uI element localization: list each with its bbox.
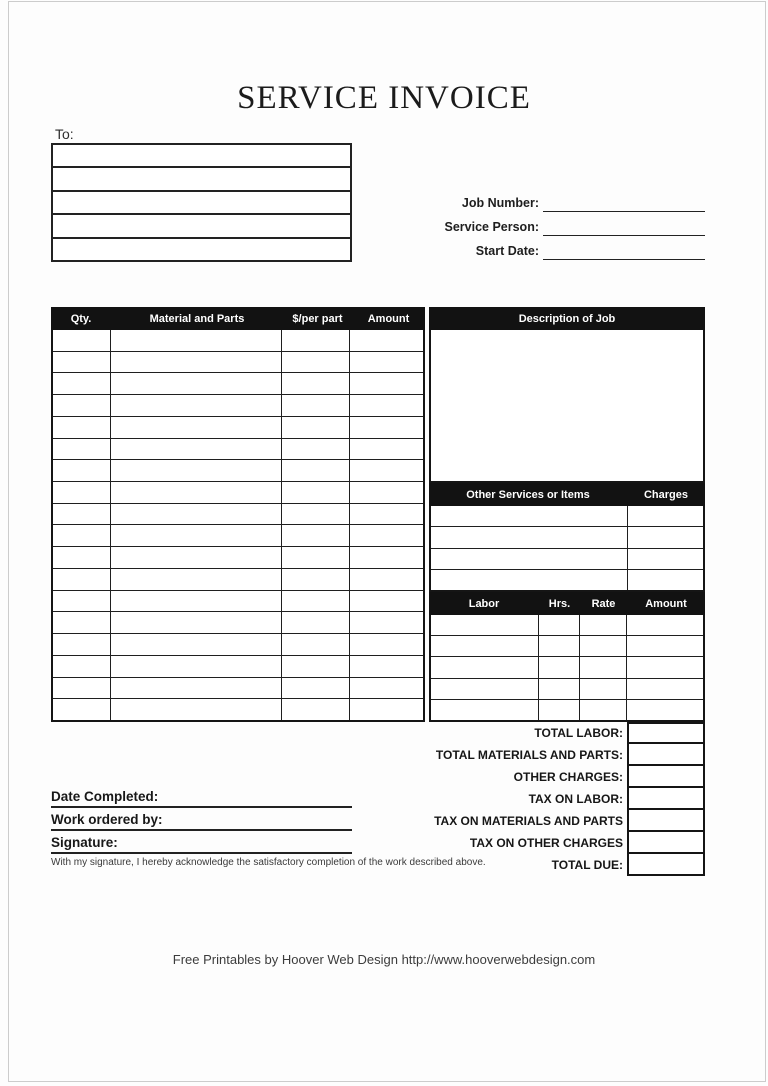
price-per-part-column-header: $/per part — [292, 312, 343, 325]
charge-cell[interactable] — [628, 506, 703, 526]
qty-cell[interactable] — [53, 439, 111, 460]
material-and-parts-column-header: Material and Parts — [149, 312, 245, 325]
start-date-input[interactable] — [543, 240, 705, 260]
price-per-part-cell[interactable] — [282, 591, 350, 612]
labor-cell[interactable] — [431, 700, 539, 720]
tax-on-labor-value-box[interactable] — [627, 788, 705, 810]
labor-table-row — [431, 636, 703, 657]
labor-cell[interactable] — [431, 636, 539, 656]
bill-to-address-line[interactable] — [53, 145, 350, 168]
date-completed-row[interactable] — [51, 785, 352, 808]
start-date-row — [420, 236, 705, 260]
other-services-row — [431, 549, 703, 570]
work-ordered-by-row[interactable] — [51, 808, 352, 831]
qty-cell[interactable] — [53, 417, 111, 438]
labor-table-row — [431, 657, 703, 678]
other-services-row — [431, 527, 703, 548]
materials-table-row — [53, 373, 423, 395]
price-per-part-cell[interactable] — [282, 395, 350, 416]
material-cell[interactable] — [111, 591, 282, 612]
bill-to-address-line[interactable] — [53, 192, 350, 215]
qty-cell[interactable] — [53, 330, 111, 351]
hrs-cell[interactable] — [539, 700, 580, 720]
hrs-cell[interactable] — [539, 657, 580, 677]
materials-table-row — [53, 460, 423, 482]
material-cell[interactable] — [111, 439, 282, 460]
qty-cell[interactable] — [53, 656, 111, 677]
qty-cell[interactable] — [53, 352, 111, 373]
other-charges-value-box[interactable] — [627, 766, 705, 788]
service-item-cell[interactable] — [431, 570, 628, 590]
price-per-part-cell[interactable] — [282, 634, 350, 655]
amount-cell[interactable] — [350, 699, 423, 720]
rate-cell[interactable] — [580, 679, 627, 699]
tax-on-materials-value-box[interactable] — [627, 810, 705, 832]
tax-on-labor-row — [295, 788, 705, 810]
total-materials-value-box[interactable] — [627, 744, 705, 766]
labor-table-header — [429, 592, 705, 615]
price-per-part-cell[interactable] — [282, 569, 350, 590]
materials-table-header — [51, 307, 425, 330]
materials-table-row — [53, 547, 423, 569]
tax-on-materials-row — [295, 810, 705, 832]
tax-on-other-charges-label: TAX ON OTHER CHARGES — [469, 836, 623, 850]
footer-credit: Free Printables by Hoover Web Design http://www.hooverwebdesign.com — [172, 952, 596, 967]
rate-cell[interactable] — [580, 700, 627, 720]
service-person-row — [420, 212, 705, 236]
materials-table-row — [53, 678, 423, 700]
qty-column-header: Qty. — [70, 312, 92, 325]
bill-to-label: To: — [55, 126, 74, 142]
qty-cell[interactable] — [53, 591, 111, 612]
bill-to-address-line[interactable] — [53, 168, 350, 191]
service-person-input[interactable] — [543, 216, 705, 236]
amount-cell[interactable] — [350, 591, 423, 612]
amount-cell[interactable] — [350, 547, 423, 568]
material-cell[interactable] — [111, 525, 282, 546]
hrs-cell[interactable] — [539, 636, 580, 656]
amount-cell[interactable] — [350, 330, 423, 351]
signature-label: Signature: — [51, 835, 118, 850]
amount-cell[interactable] — [350, 482, 423, 503]
amount-cell[interactable] — [350, 439, 423, 460]
amount-cell[interactable] — [350, 395, 423, 416]
labor-table-row — [431, 679, 703, 700]
amount-cell[interactable] — [350, 373, 423, 394]
amount-cell[interactable] — [350, 525, 423, 546]
right-column — [429, 307, 705, 722]
qty-cell[interactable] — [53, 569, 111, 590]
signature-row[interactable] — [51, 831, 352, 854]
total-due-value-box[interactable] — [627, 854, 705, 876]
materials-table-row — [53, 634, 423, 656]
materials-table-row — [53, 525, 423, 547]
price-per-part-cell[interactable] — [282, 699, 350, 720]
labor-amount-cell[interactable] — [627, 636, 703, 656]
service-person-label: Service Person: — [444, 220, 539, 234]
labor-amount-cell[interactable] — [627, 700, 703, 720]
description-of-job-header: Description of Job — [429, 307, 705, 330]
price-per-part-cell[interactable] — [282, 439, 350, 460]
labor-amount-cell[interactable] — [627, 657, 703, 677]
charge-cell[interactable] — [628, 527, 703, 547]
material-cell[interactable] — [111, 482, 282, 503]
material-cell[interactable] — [111, 373, 282, 394]
labor-table-body — [429, 615, 705, 722]
material-cell[interactable] — [111, 699, 282, 720]
amount-column-header: Amount — [367, 312, 410, 325]
other-charges-row — [295, 766, 705, 788]
labor-amount-cell[interactable] — [627, 679, 703, 699]
tax-on-labor-label: TAX ON LABOR: — [528, 792, 623, 806]
total-labor-value-box[interactable] — [627, 722, 705, 744]
rate-cell[interactable] — [580, 657, 627, 677]
material-cell[interactable] — [111, 656, 282, 677]
other-services-header — [429, 483, 705, 506]
service-item-cell[interactable] — [431, 506, 628, 526]
material-cell[interactable] — [111, 569, 282, 590]
qty-cell[interactable] — [53, 699, 111, 720]
qty-cell[interactable] — [53, 612, 111, 633]
labor-cell[interactable] — [431, 679, 539, 699]
price-per-part-cell[interactable] — [282, 352, 350, 373]
material-cell[interactable] — [111, 395, 282, 416]
amount-cell[interactable] — [350, 656, 423, 677]
service-item-cell[interactable] — [431, 549, 628, 569]
amount-cell[interactable] — [350, 634, 423, 655]
qty-cell[interactable] — [53, 678, 111, 699]
total-materials-row — [295, 744, 705, 766]
materials-table-row — [53, 395, 423, 417]
price-per-part-cell[interactable] — [282, 678, 350, 699]
amount-cell[interactable] — [350, 569, 423, 590]
charges-column-header: Charges — [643, 488, 689, 501]
tax-on-other-charges-value-box[interactable] — [627, 832, 705, 854]
materials-table-row — [53, 417, 423, 439]
qty-cell[interactable] — [53, 460, 111, 481]
material-cell[interactable] — [111, 612, 282, 633]
bill-to-address-box — [51, 143, 352, 262]
materials-table-row — [53, 569, 423, 591]
price-per-part-cell[interactable] — [282, 417, 350, 438]
rate-cell[interactable] — [580, 615, 627, 635]
material-cell[interactable] — [111, 330, 282, 351]
rate-column-header: Rate — [591, 597, 616, 610]
amount-cell[interactable] — [350, 678, 423, 699]
charge-cell[interactable] — [628, 570, 703, 590]
qty-cell[interactable] — [53, 482, 111, 503]
materials-table-row — [53, 612, 423, 634]
hrs-cell[interactable] — [539, 615, 580, 635]
materials-table-row — [53, 352, 423, 374]
totals-section — [295, 722, 705, 876]
date-completed-label: Date Completed: — [51, 789, 159, 804]
amount-cell[interactable] — [350, 417, 423, 438]
materials-table-row — [53, 656, 423, 678]
material-cell[interactable] — [111, 547, 282, 568]
materials-table-row — [53, 482, 423, 504]
other-services-column-header: Other Services or Items — [466, 488, 590, 501]
price-per-part-cell[interactable] — [282, 460, 350, 481]
job-number-input[interactable] — [543, 192, 705, 212]
material-cell[interactable] — [111, 634, 282, 655]
qty-cell[interactable] — [53, 525, 111, 546]
qty-cell[interactable] — [53, 373, 111, 394]
amount-cell[interactable] — [350, 504, 423, 525]
signature-disclaimer: With my signature, I hereby acknowledge the satisfactory completion of the work described above. — [51, 857, 486, 868]
bill-to-address-line[interactable] — [53, 215, 350, 238]
materials-table-row — [53, 439, 423, 461]
tax-on-other-charges-row — [295, 832, 705, 854]
hrs-column-header: Hrs. — [548, 597, 571, 610]
hrs-cell[interactable] — [539, 679, 580, 699]
price-per-part-cell[interactable] — [282, 547, 350, 568]
price-per-part-cell[interactable] — [282, 330, 350, 351]
material-cell[interactable] — [111, 460, 282, 481]
start-date-label: Start Date: — [475, 244, 539, 258]
total-materials-label: TOTAL MATERIALS AND PARTS: — [435, 748, 623, 762]
job-number-row — [420, 188, 705, 212]
materials-table — [51, 307, 425, 722]
qty-cell[interactable] — [53, 395, 111, 416]
material-cell[interactable] — [111, 417, 282, 438]
signoff-section — [51, 785, 486, 868]
total-due-label: TOTAL DUE: — [551, 858, 623, 872]
materials-table-row — [53, 504, 423, 526]
price-per-part-cell[interactable] — [282, 482, 350, 503]
total-labor-row — [295, 722, 705, 744]
other-charges-label: OTHER CHARGES: — [513, 770, 623, 784]
total-labor-label: TOTAL LABOR: — [534, 726, 623, 740]
rate-cell[interactable] — [580, 636, 627, 656]
service-item-cell[interactable] — [431, 527, 628, 547]
material-cell[interactable] — [111, 678, 282, 699]
labor-table-row — [431, 700, 703, 720]
labor-table-row — [431, 615, 703, 636]
work-ordered-by-label: Work ordered by: — [51, 812, 163, 827]
materials-table-body — [51, 330, 425, 722]
price-per-part-cell[interactable] — [282, 656, 350, 677]
labor-amount-cell[interactable] — [627, 615, 703, 635]
amount-cell[interactable] — [350, 460, 423, 481]
job-info-section — [420, 188, 705, 260]
price-per-part-cell[interactable] — [282, 612, 350, 633]
price-per-part-cell[interactable] — [282, 525, 350, 546]
price-per-part-cell[interactable] — [282, 373, 350, 394]
labor-cell[interactable] — [431, 615, 539, 635]
page-title: SERVICE INVOICE — [237, 80, 531, 116]
qty-cell[interactable] — [53, 504, 111, 525]
job-number-label: Job Number: — [461, 196, 539, 210]
charge-cell[interactable] — [628, 549, 703, 569]
bill-to-address-line[interactable] — [53, 239, 350, 260]
tax-on-materials-label: TAX ON MATERIALS AND PARTS — [434, 814, 623, 828]
materials-table-row — [53, 591, 423, 613]
amount-cell[interactable] — [350, 612, 423, 633]
labor-cell[interactable] — [431, 657, 539, 677]
other-services-row — [431, 570, 703, 590]
qty-cell[interactable] — [53, 547, 111, 568]
labor-column-header: Labor — [468, 597, 500, 610]
other-services-row — [431, 506, 703, 527]
labor-amount-column-header: Amount — [645, 597, 687, 610]
material-cell[interactable] — [111, 504, 282, 525]
material-cell[interactable] — [111, 352, 282, 373]
price-per-part-cell[interactable] — [282, 504, 350, 525]
other-services-table-body — [429, 506, 705, 592]
materials-table-row — [53, 330, 423, 352]
description-of-job-box[interactable] — [429, 330, 705, 483]
materials-table-row — [53, 699, 423, 720]
amount-cell[interactable] — [350, 352, 423, 373]
qty-cell[interactable] — [53, 634, 111, 655]
